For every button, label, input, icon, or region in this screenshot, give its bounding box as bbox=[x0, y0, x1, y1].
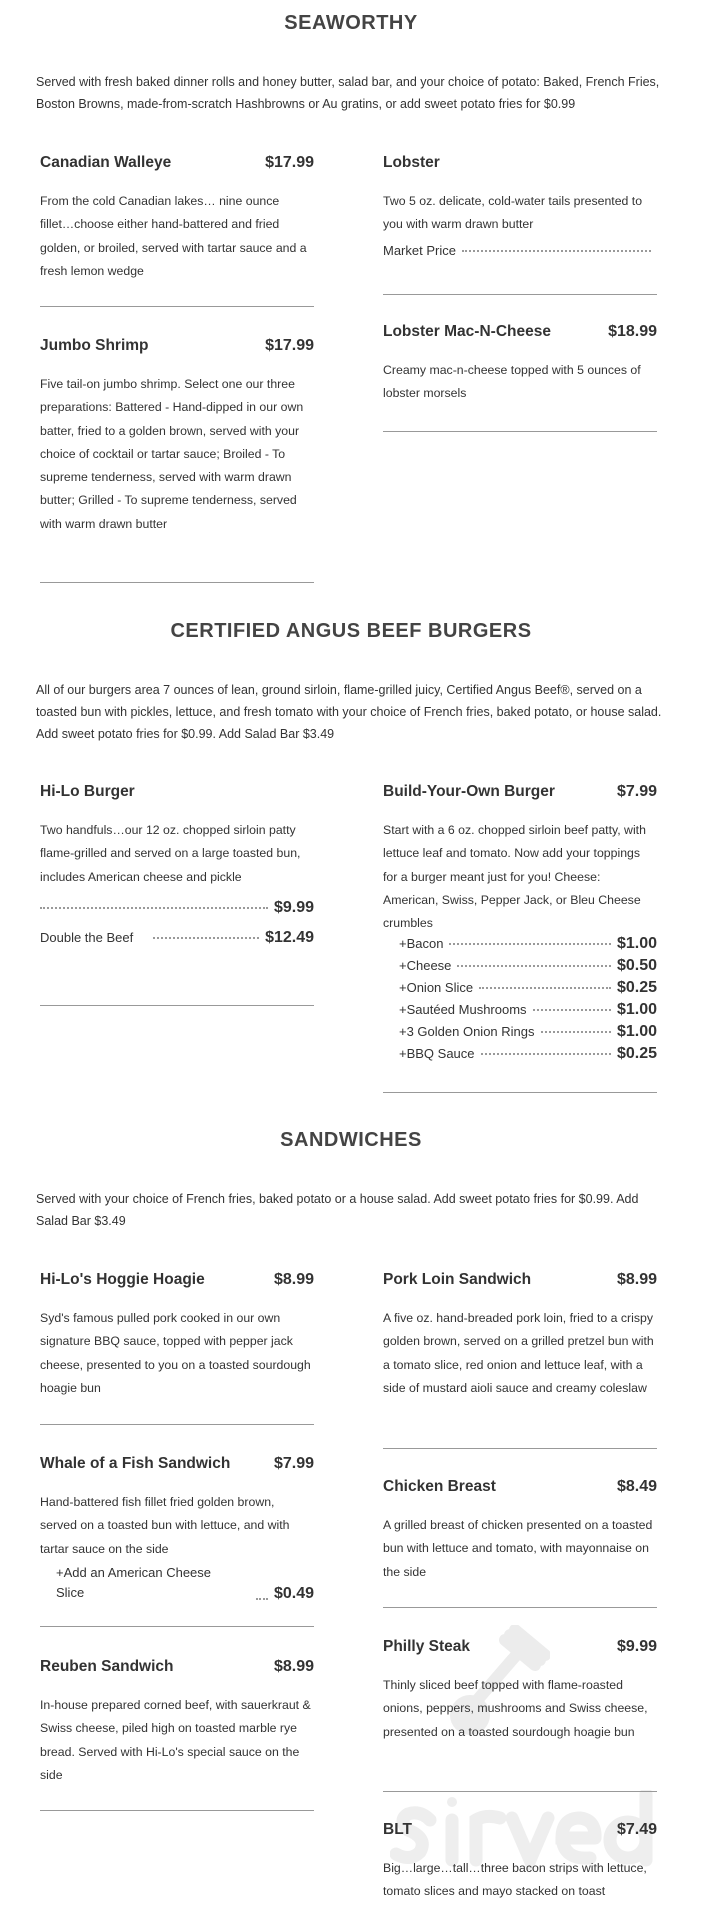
item-price: $17.99 bbox=[265, 337, 314, 354]
dot-leader bbox=[153, 937, 259, 939]
addon-list bbox=[383, 935, 657, 1067]
item-name: Hi-Lo Burger bbox=[40, 783, 135, 800]
item-name: Lobster Mac-N-Cheese bbox=[383, 323, 551, 340]
addon-label: +Bacon bbox=[399, 936, 444, 952]
menu-item-lobster-mac-n-cheese bbox=[383, 323, 657, 406]
option-price: $12.49 bbox=[265, 928, 314, 946]
item-name: Canadian Walleye bbox=[40, 154, 172, 171]
item-price: $9.99 bbox=[273, 898, 314, 916]
item-description: Five tail-on jumbo shrimp. Select one our three preparations: Battered - Hand-dipped in our own batter, fried to a golden brown, served with your choice of cocktail or tartar sauce; Broiled - To supreme tenderness, served with warm drawn butter; Grilled - To supreme tenderness, served with warm drawn butter bbox=[40, 377, 304, 531]
addon-label: +3 Golden Onion Rings bbox=[399, 1024, 535, 1040]
addon-price: $1.00 bbox=[616, 1023, 657, 1041]
addon-label: +Add an American Cheese Slice bbox=[56, 1564, 212, 1600]
divider bbox=[40, 582, 314, 583]
dot-leader bbox=[40, 907, 268, 909]
addon-price: $0.50 bbox=[616, 957, 657, 975]
section-intro-seaworthy: Served with fresh baked dinner rolls and honey butter, salad bar, and your choice of potato: Baked, French Fries, Boston Browns, made-from-scratch Hashbrowns or Au gratins, or add sweet potato fries for $0.99 bbox=[36, 75, 660, 111]
addon-price: $1.00 bbox=[616, 1001, 657, 1019]
addon-row bbox=[383, 1045, 657, 1067]
item-price: $8.99 bbox=[273, 1271, 314, 1288]
divider bbox=[40, 1626, 314, 1627]
addon-row bbox=[383, 935, 657, 957]
item-name: BLT bbox=[383, 1821, 412, 1838]
item-name: Philly Steak bbox=[383, 1638, 471, 1655]
menu-item-philly-steak bbox=[383, 1638, 657, 1744]
addon-label: +Sautéed Mushrooms bbox=[399, 1002, 527, 1018]
section-title-burgers: CERTIFIED ANGUS BEEF BURGERS bbox=[170, 620, 532, 642]
menu-item-lobster bbox=[383, 154, 657, 265]
item-name: Chicken Breast bbox=[383, 1478, 496, 1495]
menu-item-hoggie-hoagie bbox=[40, 1271, 314, 1400]
item-price: $7.49 bbox=[616, 1821, 657, 1838]
item-price: $8.49 bbox=[616, 1478, 657, 1495]
dot-leader bbox=[457, 965, 611, 967]
menu-item-build-your-own-burger bbox=[383, 783, 657, 1067]
divider bbox=[40, 1005, 314, 1006]
item-description: Thinly sliced beef topped with flame-roasted onions, peppers, mushrooms and Swiss cheese, presented on a toasted sourdough hoagie bun bbox=[383, 1678, 648, 1739]
divider bbox=[383, 1092, 657, 1093]
menu-item-pork-loin bbox=[383, 1271, 657, 1400]
divider bbox=[40, 306, 314, 307]
item-price: $7.99 bbox=[616, 783, 657, 800]
addon-label: +BBQ Sauce bbox=[399, 1046, 475, 1062]
item-name: Build-Your-Own Burger bbox=[383, 783, 555, 800]
item-description: Two handfuls…our 12 oz. chopped sirloin patty flame-grilled and served on a large toasted bun, includes American cheese and pickle bbox=[40, 823, 301, 884]
item-description: From the cold Canadian lakes… nine ounce fillet…choose either hand-battered and fried golden, or broiled, served with tartar sauce and a fresh lemon wedge bbox=[40, 194, 307, 278]
item-description: Creamy mac-n-cheese topped with 5 ounces of lobster morsels bbox=[383, 363, 641, 401]
divider bbox=[383, 294, 657, 295]
addon-price: $1.00 bbox=[616, 935, 657, 953]
dot-leader bbox=[541, 1031, 611, 1033]
item-name: Lobster bbox=[383, 154, 440, 171]
addon-price: $0.25 bbox=[616, 979, 657, 997]
dot-leader bbox=[481, 1053, 611, 1055]
item-price: $9.99 bbox=[616, 1638, 657, 1655]
item-description: Hand-battered fish fillet fried golden brown, served on a toasted bun with lettuce, and with tartar sauce on the side bbox=[40, 1495, 290, 1556]
item-description: Two 5 oz. delicate, cold-water tails presented to you with warm drawn butter bbox=[383, 194, 643, 232]
item-price: $7.99 bbox=[273, 1455, 314, 1472]
item-description: Big…large…tall…three bacon strips with lettuce, tomato slices and mayo stacked on toast bbox=[383, 1861, 647, 1899]
item-name: Whale of a Fish Sandwich bbox=[40, 1455, 231, 1472]
divider bbox=[40, 1424, 314, 1425]
item-price: $8.99 bbox=[273, 1658, 314, 1675]
item-price: $18.99 bbox=[608, 323, 657, 340]
divider bbox=[383, 1448, 657, 1449]
menu-item-blt bbox=[383, 1821, 657, 1904]
addon-row bbox=[383, 979, 657, 1001]
menu-item-jumbo-shrimp bbox=[40, 337, 314, 536]
menu-item-whale-of-a-fish bbox=[40, 1455, 314, 1603]
dot-leader bbox=[256, 1598, 268, 1600]
dot-leader bbox=[449, 943, 611, 945]
addon-label: +Cheese bbox=[399, 958, 452, 974]
item-name: Hi-Lo's Hoggie Hoagie bbox=[40, 1271, 205, 1288]
divider bbox=[383, 1791, 657, 1792]
addon-price: $0.49 bbox=[273, 1584, 314, 1602]
item-name: Pork Loin Sandwich bbox=[383, 1271, 532, 1288]
menu-item-hi-lo-burger bbox=[40, 783, 314, 951]
divider bbox=[40, 1810, 314, 1811]
addon-row bbox=[383, 957, 657, 979]
item-description: Start with a 6 oz. chopped sirloin beef patty, with lettuce leaf and tomato. Now add your toppings for a burger meant just for you! Cheese: American, Swiss, Pepper Jack, or Bleu Cheese crumbles bbox=[383, 823, 646, 931]
dot-leader bbox=[533, 1009, 611, 1011]
section-title-seaworthy: SEAWORTHY bbox=[284, 12, 418, 34]
section-intro-sandwiches: Served with your choice of French fries, baked potato or a house salad. Add sweet potato fries for $0.99. Add Salad Bar $3.49 bbox=[36, 1192, 639, 1228]
addon-row bbox=[383, 1023, 657, 1045]
item-description: In-house prepared corned beef, with sauerkraut & Swiss cheese, piled high on toasted marble rye bread. Served with Hi-Lo's special sauce on the side bbox=[40, 1698, 311, 1782]
menu-item-canadian-walleye bbox=[40, 154, 314, 283]
item-name: Reuben Sandwich bbox=[40, 1658, 174, 1675]
divider bbox=[383, 1607, 657, 1608]
menu-item-reuben bbox=[40, 1658, 314, 1787]
section-intro-burgers: All of our burgers area 7 ounces of lean, ground sirloin, flame-grilled juicy, Certified Angus Beef®, served on a toasted bun with pickles, lettuce, and fresh tomato with your choice of French fries, baked potato, or house salad. Add sweet potato fries for $0.99. Add Salad Bar $3.49 bbox=[36, 683, 662, 741]
addon-label: +Onion Slice bbox=[399, 980, 474, 996]
item-description: Syd's famous pulled pork cooked in our own signature BBQ sauce, topped with pepper jack cheese, presented to you on a toasted sourdough hoagie bun bbox=[40, 1311, 311, 1395]
item-name: Jumbo Shrimp bbox=[40, 337, 149, 354]
market-price-label: Market Price bbox=[383, 242, 456, 258]
addon-row bbox=[383, 1001, 657, 1023]
addon-price: $0.25 bbox=[616, 1045, 657, 1063]
item-price: $17.99 bbox=[265, 154, 314, 171]
dot-leader bbox=[462, 250, 651, 252]
menu-item-chicken-breast bbox=[383, 1478, 657, 1584]
section-title-sandwiches: SANDWICHES bbox=[280, 1129, 422, 1151]
dot-leader bbox=[479, 987, 611, 989]
item-description: A five oz. hand-breaded pork loin, fried to a crispy golden brown, served on a grilled pretzel bun with a tomato slice, red onion and lettuce leaf, with a side of mustard aioli sauce and creamy coleslaw bbox=[383, 1311, 654, 1395]
item-price: $8.99 bbox=[616, 1271, 657, 1288]
divider bbox=[383, 431, 657, 432]
item-description: A grilled breast of chicken presented on a toasted bun with lettuce and tomato, with mayonnaise on the side bbox=[383, 1518, 653, 1579]
option-label: Double the Beef bbox=[40, 929, 134, 945]
